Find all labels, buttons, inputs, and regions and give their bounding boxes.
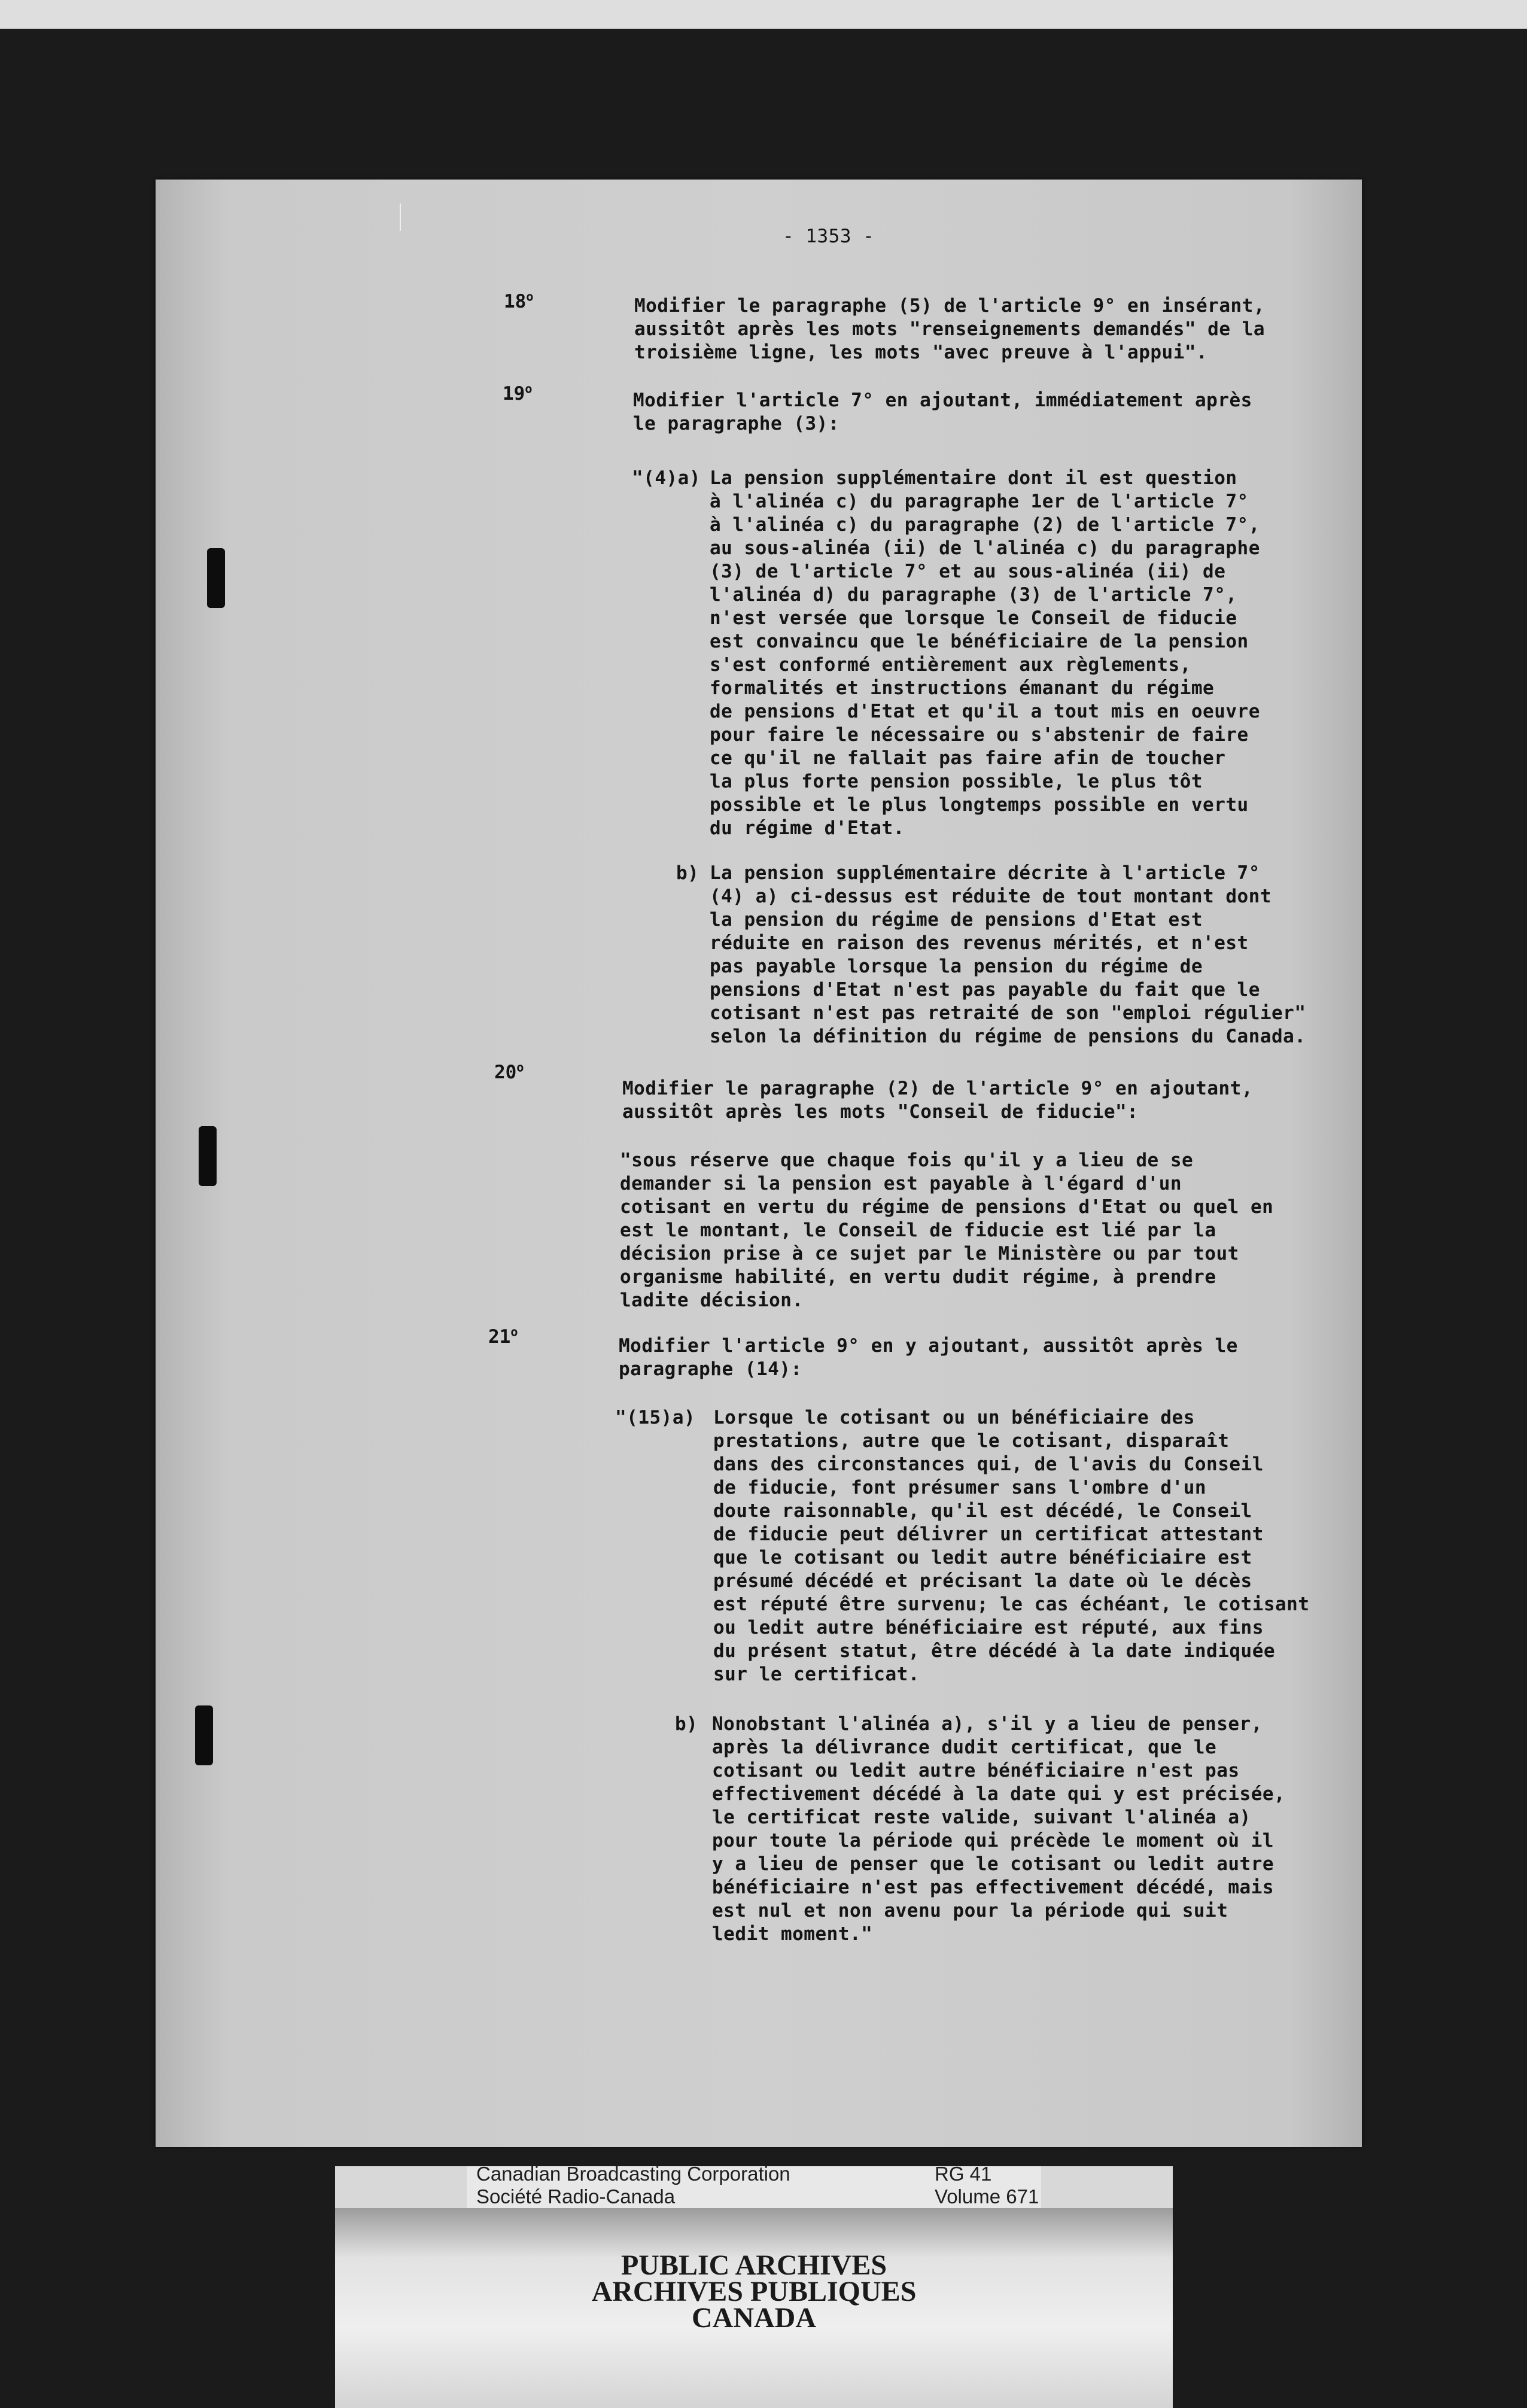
item-18-line: troisième ligne, les mots "avec preuve à l'appui". [634, 342, 1208, 363]
subsection-line: s'est conformé entièrement aux règlements, [710, 654, 1191, 676]
subsection-line: La pension supplémentaire décrite à l'article 7° [710, 862, 1260, 884]
quote-line: est le montant, le Conseil de fiducie est lié par la [620, 1220, 1216, 1241]
subsection-line: de pensions d'Etat et qu'il a tout mis en oeuvre [710, 701, 1260, 722]
subsection-line: à l'alinéa c) du paragraphe (2) de l'article 7°, [710, 514, 1260, 536]
quote-line: demander si la pension est payable à l'égard d'un [620, 1173, 1182, 1194]
quote-line: ladite décision. [620, 1290, 804, 1311]
item-number: 21 [488, 1326, 511, 1348]
punch-hole-bottom [195, 1705, 213, 1765]
subsection-marker: b) [675, 1713, 698, 1735]
record-group: RG 41 [935, 2163, 992, 2185]
subsection-line: bénéficiaire n'est pas effectivement décédé, mais [712, 1877, 1274, 1898]
subsection-line: y a lieu de penser que le cotisant ou ledit autre [712, 1853, 1274, 1875]
subsection-line: cotisant n'est pas retraité de son "emploi régulier" [710, 1002, 1306, 1024]
archives-title-en: PUBLIC ARCHIVES [620, 2249, 887, 2281]
subsection-line: ou ledit autre bénéficiaire est réputé, aux fins [713, 1617, 1264, 1638]
item-19-line: Modifier l'article 7° en ajoutant, immédiatement après [633, 390, 1252, 411]
subsection-line: de fiducie, font présumer sans l'ombre d'un [713, 1477, 1207, 1498]
subsection-line: (4) a) ci-dessus est réduite de tout montant dont [710, 886, 1272, 907]
quote-line: décision prise à ce sujet par le Ministère ou par tout [620, 1243, 1239, 1264]
subsection-marker: b) [676, 862, 699, 884]
item-number: 20 [494, 1062, 517, 1083]
subsection-line: dans des circonstances qui, de l'avis du Conseil [713, 1454, 1264, 1475]
subsection-line: possible et le plus longtemps possible en vertu [710, 794, 1249, 816]
subsection-line: que le cotisant ou ledit autre bénéficiaire est [713, 1547, 1252, 1568]
item-number: 19 [503, 383, 525, 405]
item-20-line: Modifier le paragraphe (2) de l'article 9° en ajoutant, [622, 1078, 1253, 1099]
quote-line: organisme habilité, en vertu dudit régime, à prendre [620, 1266, 1216, 1288]
subsection-line: au sous-alinéa (ii) de l'alinéa c) du paragraphe [710, 537, 1260, 559]
subsection-line: prestations, autre que le cotisant, disparaît [713, 1430, 1230, 1452]
subsection-line: la pension du régime de pensions d'Etat est [710, 909, 1203, 931]
document-page [156, 180, 1362, 2147]
archive-label-header [467, 2163, 1041, 2208]
punch-hole-middle [199, 1126, 217, 1186]
subsection-line: à l'alinéa c) du paragraphe 1er de l'article 7° [710, 491, 1249, 512]
punch-hole-top [207, 548, 225, 608]
subsection-line: pour faire le nécessaire ou s'abstenir de faire [710, 724, 1249, 746]
subsection-line: effectivement décédé à la date qui y est précisée, [712, 1783, 1286, 1805]
subsection-line: du présent statut, être décédé à la date indiquée [713, 1640, 1276, 1662]
scan-mark [400, 203, 401, 231]
subsection-line: pensions d'Etat n'est pas payable du fait que le [710, 979, 1260, 1001]
subsection-line: Lorsque le cotisant ou un bénéficiaire des [713, 1407, 1195, 1428]
subsection-line: cotisant ou ledit autre bénéficiaire n'est pas [712, 1760, 1240, 1781]
subsection-marker: "(15)a) [615, 1407, 696, 1428]
subsection-line: formalités et instructions émanant du régime [710, 677, 1215, 699]
subsection-line: sur le certificat. [713, 1664, 920, 1685]
subsection-line: ledit moment." [712, 1923, 873, 1945]
quote-line: "sous réserve que chaque fois qu'il y a lieu de se [620, 1150, 1194, 1171]
archive-label [335, 2163, 1173, 2408]
item-19-line: le paragraphe (3): [633, 413, 839, 434]
subsection-line: est nul et non avenu pour la période qui suit [712, 1900, 1228, 1921]
subsection-line: la plus forte pension possible, le plus tôt [710, 771, 1203, 792]
item-18-line: aussitôt après les mots "renseignements demandés" de la [634, 318, 1265, 340]
volume-number: Volume 671 [935, 2185, 1039, 2208]
archives-country: CANADA [692, 2302, 816, 2334]
subsection-line: est convaincu que le bénéficiaire de la pension [710, 631, 1249, 652]
subsection-line: ce qu'il ne fallait pas faire afin de toucher [710, 747, 1226, 769]
subsection-line: La pension supplémentaire dont il est question [710, 467, 1237, 489]
subsection-line: du régime d'Etat. [710, 817, 905, 839]
subsection-line: (3) de l'article 7° et au sous-alinéa (ii) de [710, 561, 1226, 582]
item-number: 18 [504, 291, 527, 312]
item-number-20: 20$^o$ [494, 1060, 524, 1083]
archive-stamp [335, 2208, 1173, 2408]
subsection-line: Nonobstant l'alinéa a), s'il y a lieu de penser, [712, 1713, 1263, 1735]
subsection-line: réduite en raison des revenus mérités, et n'est [710, 932, 1249, 954]
item-number-21: 21$^o$ [488, 1324, 518, 1348]
subsection-line: présumé décédé et précisant la date où le décès [713, 1570, 1252, 1592]
page-number: - 1353 - [783, 226, 875, 247]
subsection-line: est réputé être survenu; le cas échéant, le cotisant [713, 1594, 1310, 1615]
item-21-line: paragraphe (14): [619, 1358, 802, 1380]
quote-line: cotisant en vertu du régime de pensions d'Etat ou quel en [620, 1196, 1274, 1218]
subsection-line: doute raisonnable, qu'il est décédé, le Conseil [713, 1500, 1252, 1522]
archives-title-fr: ARCHIVES PUBLIQUES [591, 2276, 917, 2307]
subsection-line: après la délivrance dudit certificat, que le [712, 1737, 1217, 1758]
corp-name-en: Canadian Broadcasting Corporation [476, 2163, 790, 2185]
item-number-18: 18$^o$ [504, 289, 534, 312]
subsection-line: l'alinéa d) du paragraphe (3) de l'article 7°, [710, 584, 1237, 606]
item-20-line: aussitôt après les mots "Conseil de fiducie": [622, 1101, 1139, 1123]
subsection-line: pas payable lorsque la pension du régime de [710, 956, 1203, 977]
subsection-line: n'est versée que lorsque le Conseil de fiducie [710, 607, 1237, 629]
corp-name-fr: Société Radio-Canada [476, 2185, 676, 2208]
subsection-line: le certificat reste valide, suivant l'alinéa a) [712, 1807, 1251, 1828]
item-number-19: 19$^o$ [503, 381, 533, 405]
item-21-line: Modifier l'article 9° en y ajoutant, aussitôt après le [619, 1335, 1238, 1357]
item-18-line: Modifier le paragraphe (5) de l'article 9° en insérant, [634, 295, 1265, 317]
subsection-marker: "(4)a) [632, 467, 701, 489]
subsection-line: selon la définition du régime de pensions du Canada. [710, 1026, 1306, 1047]
film-edge [0, 0, 1527, 29]
subsection-line: pour toute la période qui précède le moment où il [712, 1830, 1274, 1851]
subsection-line: de fiducie peut délivrer un certificat attestant [713, 1524, 1264, 1545]
